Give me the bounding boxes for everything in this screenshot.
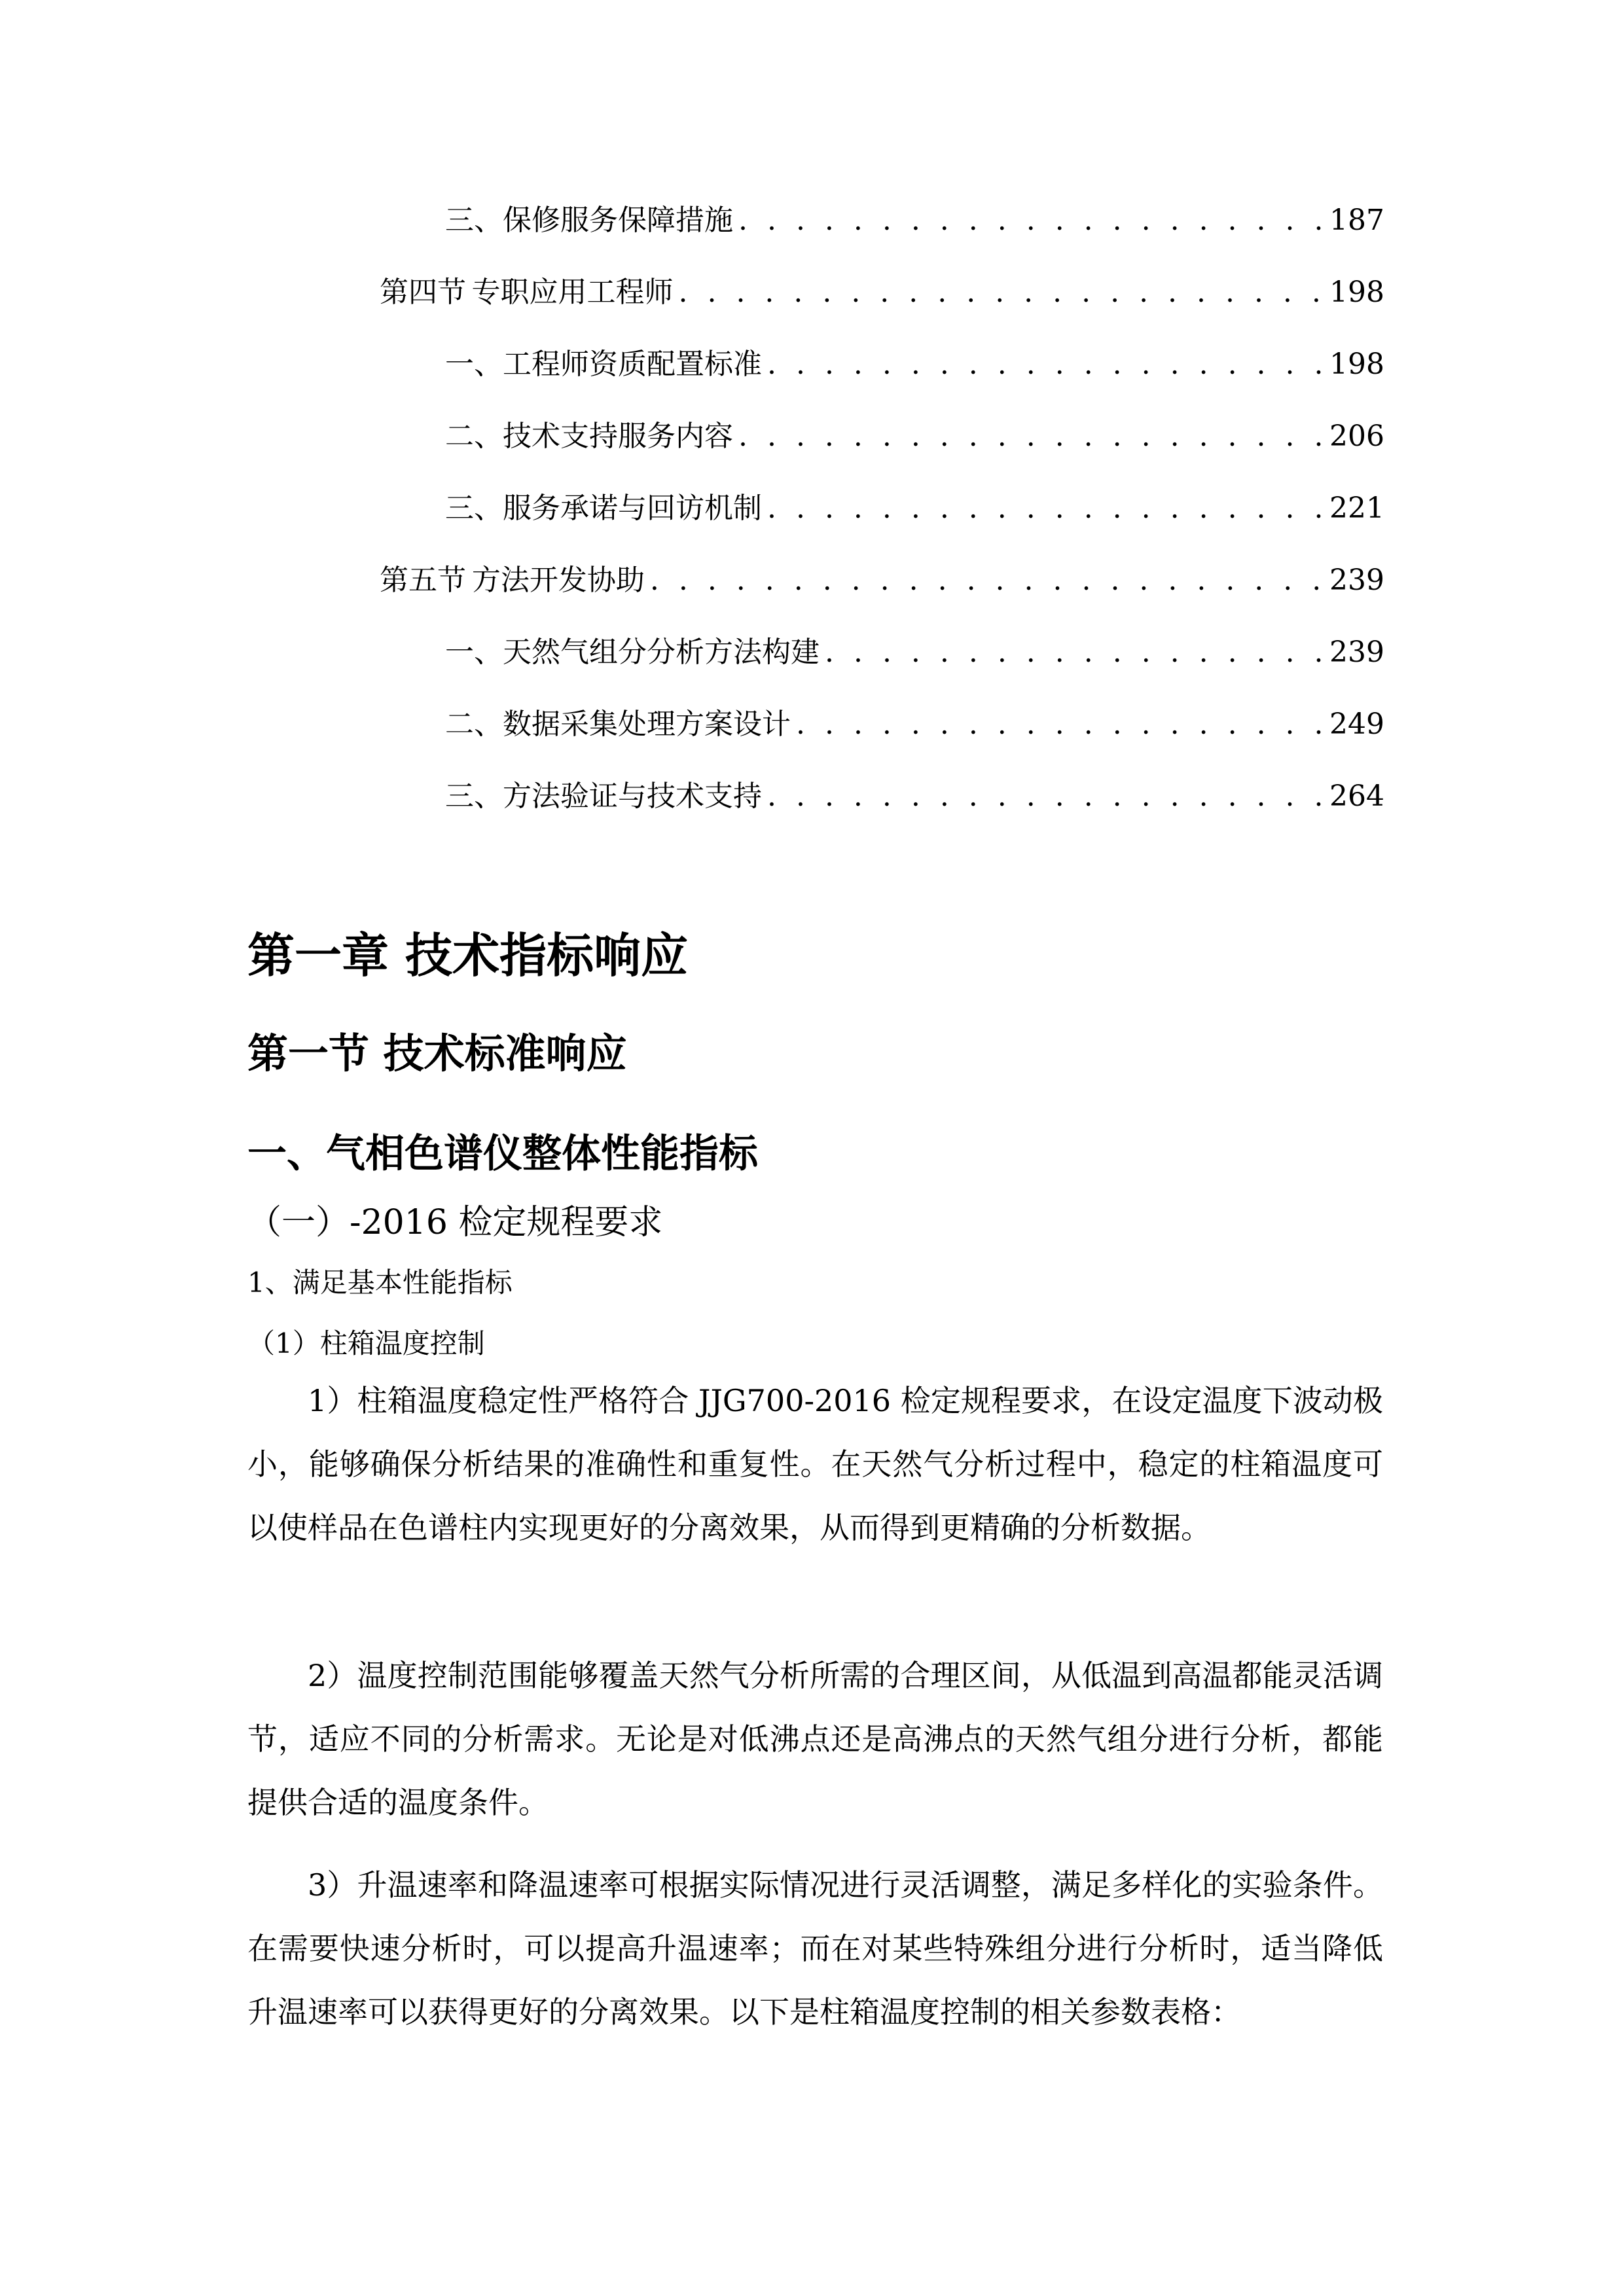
toc-entry-number: 三、 xyxy=(445,492,503,525)
toc-entry-page: 239 xyxy=(1329,636,1384,669)
section-heading: 第一节 技术标准响应 xyxy=(247,1030,627,1077)
toc-entry-page: 239 xyxy=(1329,564,1384,597)
toc-dot-leader xyxy=(738,201,1323,240)
toc-entry-page: 187 xyxy=(1329,204,1384,237)
item-heading: 1、满足基本性能指标 xyxy=(247,1266,513,1299)
toc-entry-number: 三、 xyxy=(445,780,503,813)
toc-entry[interactable] xyxy=(445,201,1384,240)
toc-entry-title: 工程师资质配置标准 xyxy=(503,348,762,381)
toc-entry[interactable] xyxy=(445,705,1384,744)
toc-dot-leader xyxy=(738,417,1323,456)
toc-entry-title: 技术支持服务内容 xyxy=(503,420,733,453)
toc-entry[interactable] xyxy=(445,633,1384,672)
subsubsection-heading: （一）-2016 检定规程要求 xyxy=(247,1203,663,1242)
toc-entry-title: 天然气组分分析方法构建 xyxy=(503,636,820,669)
body-paragraph: 3）升温速率和降温速率可根据实际情况进行灵活调整，满足多样化的实验条件。在需要快速分析时，可以提高升温速率；而在对某些特殊组分进行分析时，适当降低升温速率可以获得更好的分离效果。以下是柱箱温度控制的相关参数表格： xyxy=(247,1867,1383,2030)
toc-entry[interactable] xyxy=(380,273,1384,312)
toc-entry[interactable] xyxy=(445,777,1384,816)
toc-dot-leader xyxy=(767,345,1323,384)
toc-entry-number: 二、 xyxy=(445,708,503,741)
toc-entry-title: 方法开发协助 xyxy=(471,564,645,597)
chapter-heading: 第一章 技术指标响应 xyxy=(247,928,689,983)
body-paragraph: 1）柱箱温度稳定性严格符合 JJG700-2016 检定规程要求，在设定温度下波动极小，能够确保分析结果的准确性和重复性。在天然气分析过程中，稳定的柱箱温度可以使样品在色谱柱内实现更好的分离效果，从而得到更精确的分析数据。 xyxy=(247,1383,1384,1545)
toc-entry-page: 198 xyxy=(1329,276,1384,309)
toc-entry-number: 一、 xyxy=(445,348,503,381)
toc-entry-title: 保修服务保障措施 xyxy=(503,204,733,237)
toc-entry[interactable] xyxy=(445,417,1384,456)
toc-entry-number: 一、 xyxy=(445,636,503,669)
toc-entry-page: 221 xyxy=(1329,492,1384,525)
toc-dot-leader xyxy=(825,633,1323,672)
toc-entry[interactable] xyxy=(445,345,1384,384)
toc-dot-leader xyxy=(767,777,1323,816)
toc-dot-leader xyxy=(679,273,1324,312)
toc-entry-page: 264 xyxy=(1329,780,1384,813)
toc-entry[interactable] xyxy=(445,489,1384,528)
subitem-heading: （1）柱箱温度控制 xyxy=(247,1327,485,1359)
body-paragraph: 2）温度控制范围能够覆盖天然气分析所需的合理区间，从低温到高温都能灵活调节，适应不同的分析需求。无论是对低沸点还是高沸点的天然气组分进行分析，都能提供合适的温度条件。 xyxy=(247,1658,1383,1820)
toc-entry-title: 专职应用工程师 xyxy=(471,276,674,309)
toc-dot-leader xyxy=(767,489,1323,528)
toc-dot-leader xyxy=(796,705,1323,744)
toc-entry[interactable] xyxy=(380,561,1384,600)
toc-entry-number: 三、 xyxy=(445,204,503,237)
toc-entry-title: 方法验证与技术支持 xyxy=(503,780,762,813)
toc-entry-page: 198 xyxy=(1329,348,1384,381)
subsection-heading: 一、气相色谱仪整体性能指标 xyxy=(247,1131,758,1177)
toc-entry-number: 二、 xyxy=(445,420,503,453)
toc-dot-leader xyxy=(650,561,1323,600)
toc-entry-title: 服务承诺与回访机制 xyxy=(503,492,762,525)
toc-entry-number: 第五节 xyxy=(380,564,466,597)
toc-entry-page: 206 xyxy=(1329,420,1384,453)
toc-entry-title: 数据采集处理方案设计 xyxy=(503,708,791,741)
toc-entry-number: 第四节 xyxy=(380,276,466,309)
toc-entry-page: 249 xyxy=(1329,708,1384,741)
